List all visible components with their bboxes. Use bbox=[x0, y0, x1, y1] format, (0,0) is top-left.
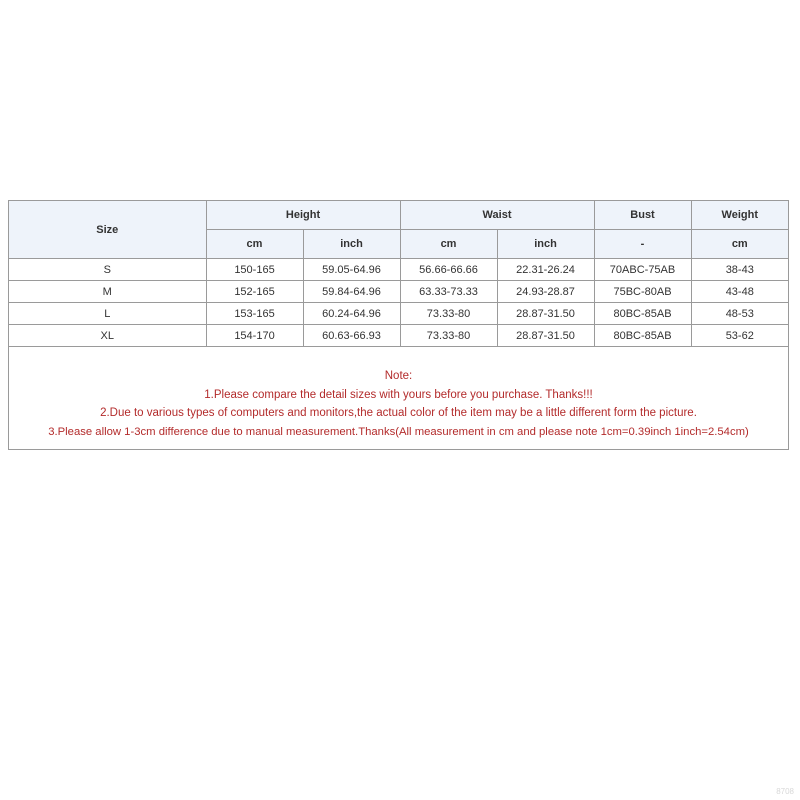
table-row bbox=[9, 325, 788, 347]
weight-cell: 53-62 bbox=[691, 325, 788, 347]
size-cell: XL bbox=[9, 325, 206, 347]
height-inch-unit: inch bbox=[303, 230, 400, 259]
bust-unit: - bbox=[594, 230, 691, 259]
height-cm-cell: 153-165 bbox=[206, 303, 303, 325]
weight-cm-unit: cm bbox=[691, 230, 788, 259]
bust-cell: 75BC-80AB bbox=[594, 281, 691, 303]
height-header: Height bbox=[206, 201, 400, 230]
table-row bbox=[9, 281, 788, 303]
height-cm-cell: 150-165 bbox=[206, 259, 303, 281]
waist-cm-cell: 63.33-73.33 bbox=[400, 281, 497, 303]
waist-cm-unit: cm bbox=[400, 230, 497, 259]
note-title: Note: bbox=[384, 370, 413, 382]
table-row bbox=[9, 259, 788, 281]
waist-inch-unit: inch bbox=[497, 230, 594, 259]
weight-cell: 48-53 bbox=[691, 303, 788, 325]
note-line-1: 1.Please compare the detail sizes with yours before you purchase. Thanks!!! bbox=[204, 388, 593, 401]
bust-cell: 70ABC-75AB bbox=[594, 259, 691, 281]
note-line-2: 2.Due to various types of computers and monitors,the actual color of the item may be a little different form the picture. bbox=[100, 407, 697, 419]
height-inch-cell: 59.84-64.96 bbox=[303, 281, 400, 303]
waist-cm-cell: 56.66-66.66 bbox=[400, 259, 497, 281]
waist-cm-cell: 73.33-80 bbox=[400, 325, 497, 347]
bust-header: Bust bbox=[594, 201, 691, 230]
height-inch-cell: 60.63-66.93 bbox=[303, 325, 400, 347]
size-cell: M bbox=[9, 281, 206, 303]
height-inch-cell: 59.05-64.96 bbox=[303, 259, 400, 281]
weight-header: Weight bbox=[691, 201, 788, 230]
size-cell: L bbox=[9, 303, 206, 325]
note-line-3: 3.Please allow 1-3cm difference due to manual measurement.Thanks(All measurement in cm and please note 1cm=0.39inch 1inch=2.54cm) bbox=[48, 425, 749, 438]
waist-header: Waist bbox=[400, 201, 594, 230]
waist-inch-cell: 24.93-28.87 bbox=[497, 281, 594, 303]
height-inch-cell: 60.24-64.96 bbox=[303, 303, 400, 325]
height-cm-cell: 154-170 bbox=[206, 325, 303, 347]
size-header: Size bbox=[9, 201, 206, 259]
weight-cell: 38-43 bbox=[691, 259, 788, 281]
size-chart bbox=[8, 200, 789, 450]
weight-cell: 43-48 bbox=[691, 281, 788, 303]
waist-inch-cell: 28.87-31.50 bbox=[497, 325, 594, 347]
height-cm-unit: cm bbox=[206, 230, 303, 259]
waist-cm-cell: 73.33-80 bbox=[400, 303, 497, 325]
bust-cell: 80BC-85AB bbox=[594, 303, 691, 325]
height-cm-cell: 152-165 bbox=[206, 281, 303, 303]
table-row bbox=[9, 303, 788, 325]
size-cell: S bbox=[9, 259, 206, 281]
notes-section bbox=[9, 347, 788, 449]
waist-inch-cell: 28.87-31.50 bbox=[497, 303, 594, 325]
waist-inch-cell: 22.31-26.24 bbox=[497, 259, 594, 281]
size-table bbox=[9, 201, 788, 347]
bust-cell: 80BC-85AB bbox=[594, 325, 691, 347]
watermark: 8708 bbox=[776, 787, 794, 796]
